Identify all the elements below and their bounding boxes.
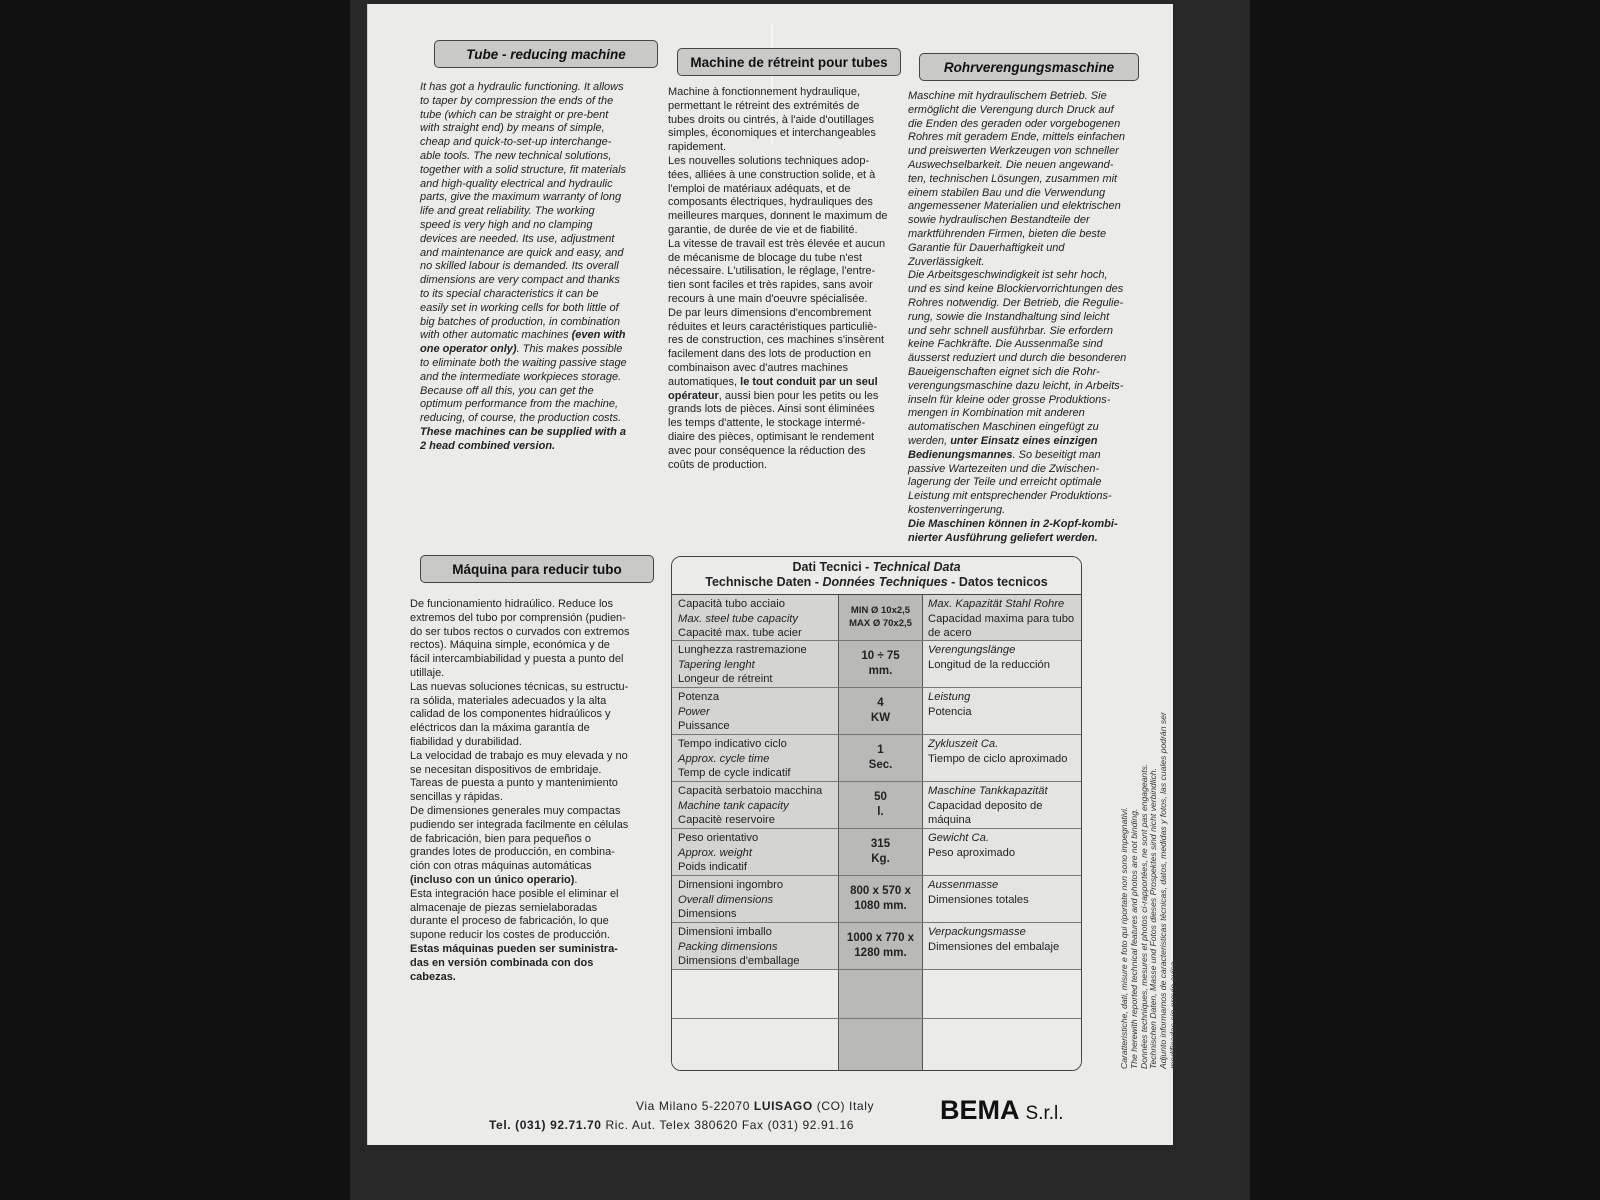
- table-row: [672, 876, 1081, 923]
- text-line: Die Maschinen können in 2-Kopf-kombi-: [908, 517, 1118, 530]
- spec-value-cell: [839, 595, 923, 640]
- text-line: durante el proceso de fabricación, lo que: [410, 915, 609, 928]
- spec-value2: KW: [870, 712, 891, 724]
- text-line: meilleures marques, donnent le maximum de: [668, 210, 888, 223]
- text-line: Zuverlässigkeit.: [908, 255, 985, 268]
- text-line: to its special characteristics it can be: [420, 287, 599, 300]
- english-column: [420, 81, 660, 454]
- spec-label-it: Potenza: [678, 691, 720, 703]
- german-header: Rohrverengungsmaschine: [919, 53, 1139, 81]
- spec-label-fr: Dimensions d'emballage: [678, 955, 800, 967]
- spec-label-fr: Poids indicatif: [678, 861, 748, 873]
- disclaimer-line: Données techniques, mesures et photos ci-rapportées, ne sont pas engageants.: [1138, 763, 1149, 1069]
- text-line: Rohres mit geradem Ende, mittels einfachen: [908, 131, 1126, 144]
- spec-value-cell: [839, 876, 923, 922]
- text-line: lagerung der Teile und erreicht optimale: [908, 476, 1102, 489]
- text-line: und preiswerten Werkzeugen von schneller: [908, 145, 1119, 158]
- text-line: Auswechselbarkeit. Die neuen angewand-: [908, 158, 1114, 171]
- spec-label-en: Max. steel tube capacity: [678, 612, 799, 625]
- table-row: [672, 595, 1081, 641]
- text-line: äusserst reduziert und durch die besonderen: [908, 352, 1127, 365]
- technical-data-table: [671, 556, 1082, 1071]
- spec-label-en: Machine tank capacity: [678, 799, 789, 812]
- text-line: reducing, of course, the production costs.: [420, 412, 622, 425]
- spec-label-de: Zykluszeit Ca.: [928, 738, 999, 750]
- text-line: Baueigenschaften eignet sich die Rohr-: [908, 365, 1100, 378]
- spec-label-right-cell: [923, 595, 1081, 640]
- english-text-lines: [420, 81, 660, 329]
- disclaimer-line: Technischen Daten, Masse und Fotos dieses Prospektes sind nicht verbindlich.: [1148, 767, 1159, 1069]
- text-line: life and great reliability. The working: [420, 205, 595, 218]
- spec-label-it: Tempo indicativo ciclo: [678, 738, 787, 750]
- text-line: pudiendo ser integrada facilmente en células: [410, 818, 629, 831]
- spec-value1: 10 ÷ 75: [861, 650, 900, 662]
- text-line: angemessener Materialien und elektrischen: [908, 200, 1121, 213]
- text-line: Las nuevas soluciones técnicas, su estructu-: [410, 680, 629, 693]
- text-line: and high-quality electrical and hydraulic: [420, 177, 613, 190]
- text-line: nécessaire. L'utilisation, le réglage, l'entre-: [668, 265, 876, 278]
- text-line: tien sont faciles et très rapides, sans avoir: [668, 279, 873, 292]
- text-line: composants électriques, hydrauliques des: [668, 196, 873, 209]
- spec-label-de: Verpackungsmasse: [928, 926, 1026, 938]
- text-line: Maschine mit hydraulischem Betrieb. Sie: [908, 90, 1107, 102]
- text-line: und sehr schnell ausführbar. Sie erfordern: [908, 324, 1114, 337]
- text-line: nierter Ausführung geliefert werden.: [908, 531, 1098, 544]
- text-line: ra sólida, materiales adecuados y la alta: [410, 694, 607, 707]
- empty-cell: [923, 970, 1081, 1018]
- text-line: Esta integración hace posible el eliminar el: [410, 887, 619, 900]
- spec-label-right-cell: [923, 641, 1081, 687]
- empty-cell: [839, 970, 923, 1018]
- french-text-lines-b: [668, 403, 908, 472]
- text-line: and maintenance are quick and easy, and: [420, 246, 624, 259]
- spec-label-right-cell: [923, 688, 1081, 734]
- text-line: Leistung mit entsprechender Produktions-: [908, 490, 1112, 503]
- table-title-line-2: Technische Daten - Données Techniques - Datos tecnicos: [705, 575, 1048, 589]
- spec-label-de: Max. Kapazität Stahl Rohre: [928, 598, 1065, 610]
- spec-label-es: Peso aproximado: [928, 846, 1016, 859]
- english-bold-end: [420, 426, 660, 454]
- spec-value-cell: [839, 641, 923, 687]
- footer-contacts: Tel. (031) 92.71.70 Ric. Aut. Telex 380620 Fax (031) 92.91.16: [489, 1118, 855, 1132]
- text-line: do ser tubos rectos o curvados con extremos: [410, 625, 630, 638]
- spec-label-cell: [672, 923, 839, 969]
- text-line: passive Wartezeiten und die Zwischen-: [908, 462, 1100, 475]
- spec-label-en: Approx. weight: [678, 846, 753, 859]
- text-line: verengungsmaschine dazu leicht, in Arbeits-: [908, 379, 1124, 392]
- spec-label-de: Aussenmasse: [928, 879, 999, 891]
- text-line: rapidement.: [668, 141, 727, 154]
- spec-label-cell: [672, 641, 839, 687]
- spec-label-cell: [672, 735, 839, 781]
- text-line: almacenaje de piezas semielaboradas: [410, 901, 598, 914]
- spec-label-fr: Temp de cycle indicatif: [678, 767, 791, 779]
- spanish-bold-end: [410, 943, 650, 984]
- spec-value2: 1080 mm.: [854, 900, 907, 912]
- text-line: cheap and quick-to-set-up interchange-: [420, 136, 612, 149]
- spec-value-cell: [839, 782, 923, 828]
- spec-value2: Sec.: [868, 759, 893, 771]
- table-title: [672, 557, 1081, 595]
- spec-label-en: Tapering lenght: [678, 658, 755, 671]
- text-line: together with a solid structure, fit materials: [420, 163, 627, 176]
- spec-label-fr: Capacitè reservoire: [678, 814, 776, 826]
- text-line: fiabilidad y durabilidad.: [410, 735, 522, 748]
- text-line: to eliminate both the waiting passive stage: [420, 356, 627, 369]
- spec-label-right-cell: [923, 735, 1081, 781]
- text-line: La vitesse de travail est très élevée et aucun: [668, 237, 886, 250]
- text-line: de fabricación, bien para pequeños o: [410, 832, 592, 845]
- text-line: De par leurs dimensions d'encombrement: [668, 306, 872, 319]
- english-bold-line-2: one operator only). This makes possible: [420, 343, 623, 356]
- table-title-line-1: Dati Tecnici - Technical Data: [792, 560, 961, 574]
- text-line: La velocidad de trabajo es muy elevada y no: [410, 749, 628, 762]
- text-line: dimensions are very compact and thanks: [420, 274, 620, 287]
- spec-value-cell: [839, 688, 923, 734]
- text-line: Estas máquinas pueden ser suministra-: [410, 942, 618, 955]
- spec-value2: Kg.: [871, 853, 890, 865]
- disclaimer-line: modificadas sin previo aviso.: [1167, 959, 1178, 1069]
- german-bold-line-1: werden, unter Einsatz eines einzigen: [908, 434, 1098, 447]
- spanish-text-lines-b: [410, 888, 650, 943]
- text-line: automatischen Maschinen eingefügt zu: [908, 421, 1099, 434]
- text-line: keine Fachkräfte. Die Aussenmaße sind: [908, 338, 1103, 351]
- text-line: Les nouvelles solutions techniques adop-: [668, 154, 870, 167]
- spec-value-cell: [839, 735, 923, 781]
- spec-label-de: Gewicht Ca.: [928, 832, 989, 844]
- table-row: [672, 641, 1081, 688]
- english-bold-line-1: with other automatic machines (even with: [420, 329, 626, 342]
- spec-label-it: Peso orientativo: [678, 832, 759, 844]
- text-line: Machine à fonctionnement hydraulique,: [668, 86, 861, 98]
- text-line: It has got a hydraulic functioning. It allows: [420, 81, 624, 93]
- text-line: Rohres notwendig. Der Betrieb, die Regulie-: [908, 296, 1124, 309]
- text-line: extremos del tubo por comprensión (pudien-: [410, 611, 626, 624]
- english-header: Tube - reducing machine: [434, 40, 658, 68]
- spec-label-es: Capacidad deposito de máquina: [928, 799, 1043, 826]
- text-line: ten, technischen Lösungen, zusammen mit: [908, 172, 1118, 185]
- text-line: inseln für kleine oder grosse Produktions-: [908, 393, 1111, 406]
- spec-label-de: Verengungslänge: [928, 644, 1016, 656]
- spanish-column: [410, 598, 650, 984]
- spec-label-de: Leistung: [928, 691, 971, 703]
- text-line: sencillas y rápidas.: [410, 791, 503, 804]
- spec-value1: 50: [874, 791, 887, 803]
- text-line: se necesitan dispositivos de embridaje.: [410, 763, 602, 776]
- spec-label-es: Potencia: [928, 705, 972, 718]
- text-line: These machines can be supplied with a: [420, 425, 627, 438]
- text-line: eléctricos dan la máxima garantía de: [410, 722, 590, 735]
- text-line: einem stabilen Bau und die Verwendung: [908, 186, 1106, 199]
- french-header: Machine de rétreint pour tubes: [677, 48, 901, 76]
- text-line: avec pour conséquence la réduction des: [668, 444, 866, 457]
- spec-label-es: Dimensiones del embalaje: [928, 940, 1060, 953]
- text-line: Because off all this, you can get the: [420, 384, 594, 397]
- spec-label-es: Tiempo de ciclo aproximado: [928, 752, 1068, 765]
- text-line: réduites et leurs caractéristiques particuliè-: [668, 320, 878, 333]
- disclaimer-line: Caratteristiche, dati, misure e foto qui riportate non sono impegnativi.: [1119, 806, 1129, 1069]
- text-line: optimum performance from the machine,: [420, 398, 619, 411]
- spec-value2: MAX Ø 70x2,5: [849, 617, 912, 629]
- text-line: Garantie für Dauerhaftigkeit und: [908, 241, 1065, 254]
- table-row-empty: [672, 1019, 1081, 1071]
- text-line: utillaje.: [410, 666, 445, 679]
- spec-value1: 800 x 570 x: [850, 885, 911, 897]
- german-bold-end: [908, 518, 1144, 546]
- spec-label-right-cell: [923, 923, 1081, 969]
- text-line: devices are needed. Its use, adjustment: [420, 232, 615, 245]
- text-line: no skilled labour is demanded. Its overall: [420, 260, 619, 273]
- text-line: parts, give the maximum warranty of long: [420, 191, 622, 204]
- french-bold-line-2: opérateur, aussi bien pour les petits ou les: [668, 389, 879, 402]
- table-body: [672, 595, 1081, 1071]
- text-line: de mécanisme de blocage du tube n'est: [668, 251, 863, 264]
- spec-label-cell: [672, 829, 839, 875]
- spec-value1: 4: [877, 697, 884, 709]
- spec-value-cell: [839, 829, 923, 875]
- company-logo: BEMA S.r.l.: [940, 1095, 1064, 1125]
- text-line: tées, alliées à une construction solide, et à: [668, 168, 876, 181]
- spec-label-it: Lunghezza rastremazione: [678, 644, 807, 656]
- french-column: [668, 86, 908, 472]
- spec-label-fr: Longeur de rétreint: [678, 673, 773, 685]
- german-text-lines-b: [908, 463, 1144, 518]
- spec-label-right-cell: [923, 829, 1081, 875]
- text-line: calidad de los componentes hidraúlicos y: [410, 708, 611, 721]
- english-text-lines-b: [420, 357, 660, 426]
- text-line: tube (which can be straight or pre-bent: [420, 108, 609, 121]
- text-line: supone reducir los costes de producción.: [410, 929, 610, 942]
- text-line: facilement dans des lots de production en: [668, 348, 872, 361]
- spec-label-it: Capacità tubo acciaio: [678, 598, 785, 610]
- german-text-lines: [908, 90, 1144, 435]
- text-line: recours à une main d'oeuvre spécialisée.: [668, 292, 868, 305]
- text-line: mengen in Kombination mit anderen: [908, 407, 1085, 420]
- brochure-page: [367, 4, 1178, 1145]
- spec-value1: 315: [870, 838, 891, 850]
- table-row: [672, 829, 1081, 876]
- text-line: res de construction, ces machines s'insèrent: [668, 334, 885, 347]
- text-line: Tareas de puesta a punto y mantenimiento: [410, 777, 618, 790]
- spec-label-fr: Puissance: [678, 720, 730, 732]
- spec-label-es: Capacidad maxima para tubo de acero: [928, 612, 1075, 639]
- spec-label-en: Packing dimensions: [678, 940, 778, 953]
- spec-label-es: Dimensiones totales: [928, 893, 1029, 906]
- text-line: garantie, de durée de vie et de fiabilité.: [668, 223, 858, 236]
- empty-cell: [839, 1019, 923, 1071]
- text-line: rectos). Máquina simple, económica y de: [410, 639, 610, 652]
- text-line: De dimensiones generales muy compactas: [410, 804, 621, 817]
- spec-label-es: Longitud de la reducción: [928, 658, 1050, 671]
- text-line: 2 head combined version.: [420, 439, 556, 452]
- spec-label-fr: Dimensions: [678, 908, 737, 920]
- text-line: rung, sowie die Instandhaltung sind leicht: [908, 310, 1110, 323]
- text-line: les temps d'attente, le stockage intermé-: [668, 417, 866, 430]
- spec-label-right-cell: [923, 876, 1081, 922]
- spec-value-cell: [839, 923, 923, 969]
- table-row-empty: [672, 970, 1081, 1019]
- table-row: [672, 735, 1081, 782]
- text-line: coûts de production.: [668, 458, 768, 471]
- text-line: simples, économiques et interchangeables: [668, 127, 876, 140]
- spec-label-en: Overall dimensions: [678, 893, 774, 906]
- spec-label-it: Capacità serbatoio macchina: [678, 785, 823, 797]
- text-line: Die Arbeitsgeschwindigkeit ist sehr hoch,: [908, 269, 1108, 282]
- text-line: und es sind keine Blockiervorrichtungen des: [908, 283, 1124, 296]
- text-line: kostenverringerung.: [908, 503, 1006, 516]
- spec-value1: MIN Ø 10x2,5: [850, 605, 911, 616]
- table-row: [672, 923, 1081, 970]
- french-text-lines: [668, 86, 908, 376]
- french-bold-line-1: automatiques, le tout conduit par un seul: [668, 375, 878, 388]
- text-line: speed is very high and no clamping: [420, 218, 593, 231]
- spec-label-it: Dimensioni imballo: [678, 926, 772, 938]
- text-line: cabezas.: [410, 970, 456, 983]
- spec-label-cell: [672, 876, 839, 922]
- text-line: sowie hydraulischen Bestandteile der: [908, 214, 1090, 227]
- spec-label-right-cell: [923, 782, 1081, 828]
- empty-cell: [923, 1019, 1081, 1071]
- text-line: De funcionamiento hidraúlico. Reduce los: [410, 598, 614, 610]
- text-line: permettant le rétreint des extrémités de: [668, 99, 860, 112]
- disclaimer-vertical: [1120, 589, 1179, 1069]
- footer-address: Via Milano 5-22070 LUISAGO (CO) Italy: [636, 1099, 875, 1113]
- text-line: ción con otras máquinas automáticas: [410, 860, 592, 873]
- text-line: tubes droits ou cintrés, à l'aide d'outillages: [668, 113, 874, 126]
- text-line: fácil intercambiabilidad y puesta a punto del: [410, 653, 624, 666]
- spec-label-en: Approx. cycle time: [678, 752, 770, 765]
- text-line: combinaison avec d'autres machines: [668, 361, 849, 374]
- text-line: das en versión combinada con dos: [410, 956, 594, 969]
- spec-label-cell: [672, 688, 839, 734]
- disclaimer-line: The herewith reported technical features and photos are not binding.: [1128, 808, 1139, 1069]
- german-column: [908, 90, 1144, 545]
- text-line: easily set in working cells for both little of: [420, 301, 619, 314]
- text-line: die Enden des geraden oder vorgebogenen: [908, 117, 1121, 130]
- spec-label-de: Maschine Tankkapazität: [928, 785, 1048, 797]
- text-line: marktführenden Firmen, bieten die beste: [908, 227, 1107, 240]
- spanish-text-lines: [410, 598, 650, 874]
- spec-value2: l.: [877, 806, 884, 818]
- text-line: grandes lotes de producción, en combina-: [410, 846, 615, 859]
- text-line: to taper by compression the ends of the: [420, 94, 614, 107]
- text-line: with straight end) by means of simple,: [420, 122, 605, 135]
- spec-value2: mm.: [868, 665, 893, 677]
- text-line: l'emploi de matériaux adéquats, et de: [668, 182, 851, 195]
- text-line: able tools. The new technical solutions,: [420, 149, 612, 162]
- spec-value2: 1280 mm.: [854, 947, 907, 959]
- table-row: [672, 782, 1081, 829]
- spec-label-cell: [672, 595, 839, 640]
- empty-cell: [672, 970, 839, 1018]
- spanish-bold-line: (incluso con un único operario).: [410, 873, 578, 886]
- disclaimer-line: Adjunto informamos de caracteristicas técnicas, datos, medidas y fotos, las cuales podrán ser: [1158, 712, 1169, 1069]
- spec-label-it: Dimensioni ingombro: [678, 879, 784, 891]
- spec-label-fr: Capacité max. tube acier: [678, 627, 802, 639]
- german-bold-line-2: Bedienungsmannes. So beseitigt man: [908, 448, 1101, 461]
- table-row: [672, 688, 1081, 735]
- text-line: diaire des pièces, optimisant le rendement: [668, 430, 875, 443]
- spec-value1: 1: [877, 744, 884, 756]
- spec-value1: 1000 x 770 x: [846, 932, 915, 944]
- text-line: ermöglicht die Verengung durch Druck auf: [908, 103, 1114, 116]
- text-line: and the intermediate workpieces storage.: [420, 370, 622, 383]
- spec-label-cell: [672, 782, 839, 828]
- empty-cell: [672, 1019, 839, 1071]
- text-line: grands lots de pièces. Ainsi sont éliminées: [668, 403, 875, 416]
- text-line: big batches of production, in combination: [420, 315, 620, 328]
- spanish-header: Máquina para reducir tubo: [420, 555, 654, 583]
- spec-label-en: Power: [678, 705, 710, 718]
